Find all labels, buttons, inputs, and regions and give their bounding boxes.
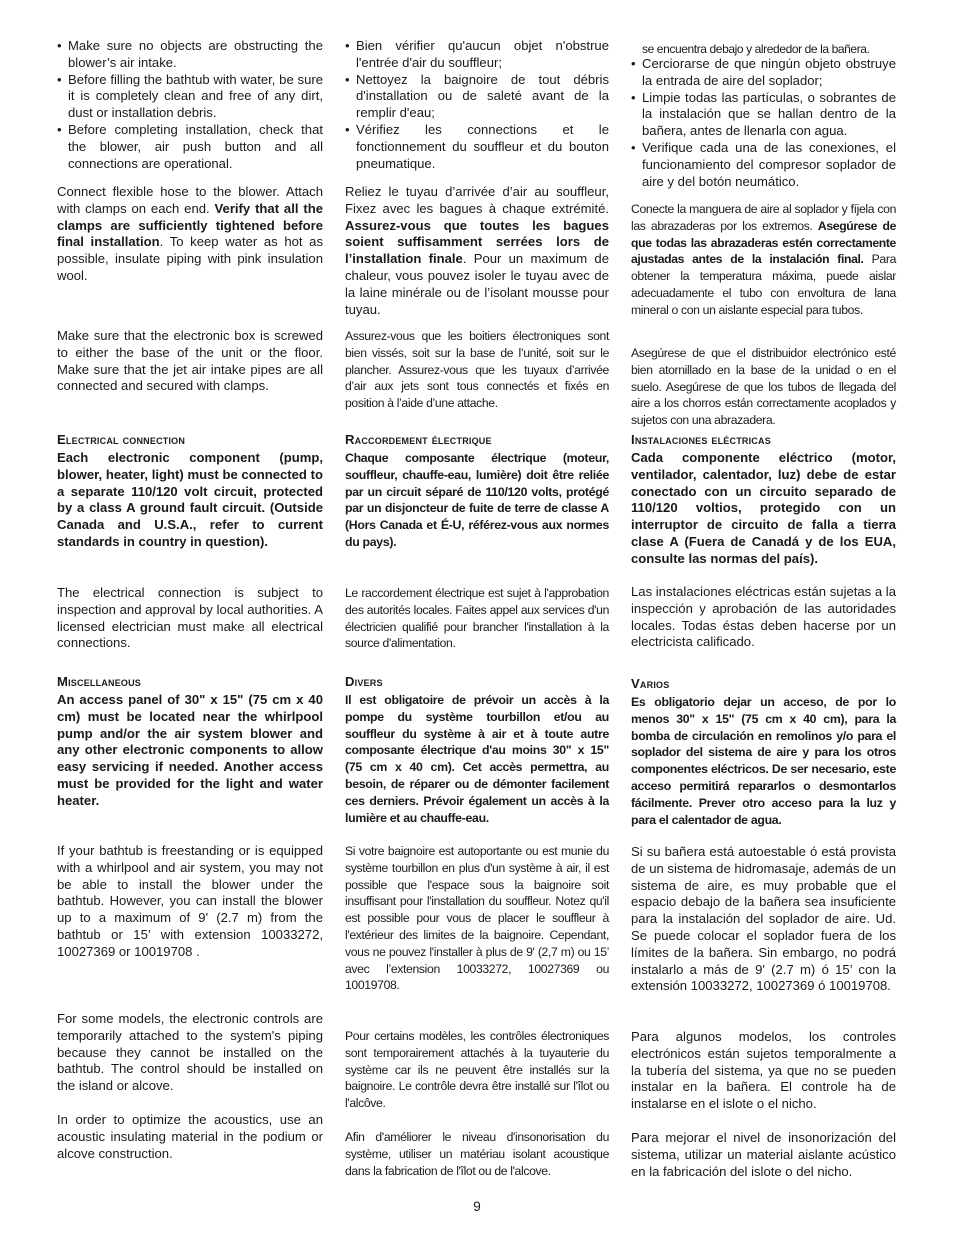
checklist-item: • Before filling the bathtub with water, be sure it is completely clean and free of any dirt, dust or installation debris. xyxy=(57,72,323,122)
checklist-item: • Cerciorarse de que ningún objeto obstruye la entrada de aire del soplador; xyxy=(631,56,896,90)
acoustics-paragraph: Para mejorar el nivel de insonorización del sistema, utilizar un material aislante acústico en la fabricación del islote o del nicho. xyxy=(631,1130,896,1179)
controls-paragraph: For some models, the electronic controls are temporarily attached to the system's piping because they cannot be installed on the bathtub. The control should be installed on the island or alcove. xyxy=(57,1011,323,1094)
checklist-item: • Verifique cada una de las conexiones, el funcionamiento del compresor soplador de aire y del botón neumático. xyxy=(631,140,896,190)
acoustics-paragraph: Afin d'améliorer le niveau d'insonorisation du système, utiliser un matériau isolant acoustique dans la fabrication de l'îlot ou de l'alcove. xyxy=(345,1130,609,1178)
electrical-warning: Chaque composante électrique (moteur, souffleur, chauffe-eau, lumière) doit être reliée par un circuit séparé de 110/120 volts, protégé par un disjoncteur de fuite de terre de classe A (Hors Canada et É-U, référez-vous aux normes du pays). xyxy=(345,451,609,549)
electrical-heading: Electrical connection xyxy=(57,432,186,447)
hose-paragraph: Conecte la manguera de aire al soplador y fíjela con las abrazaderas por los extremos. Asegúrese de que todas las abrazaderas estén correctamente ajustadas antes de la instalación final. Para obtener la temperatura máxima, puede aislar adecuadamente el tubo con envoltura de lana mineral o con un aislante especial para tubos. xyxy=(631,202,897,317)
hose-paragraph: Reliez le tuyau d’arrivée d’air au souffleur, Fixez avec les bagues à chaque extrémité. Assurez-vous que toutes les bagues soient suffisamment serrées lors de l’installation finale. Pour un maximum de chaleur, vous pouvez isoler le tuyau avec de la laine minérale ou de l’isolant mousse pour tuyau. xyxy=(345,184,609,317)
continued-line: se encuentra debajo y alrededor de la bañera. xyxy=(642,42,870,56)
checklist-item: • Vérifiez les connections et le fonctionnement du souffleur et du bouton pneumatique. xyxy=(345,122,609,172)
checklist xyxy=(631,56,896,190)
checklist-item: • Bien vérifier qu'aucun objet n'obstrue l'entrée d'air du souffleur; xyxy=(345,38,609,72)
electronic-box-paragraph: Make sure that the electronic box is screwed to either the base of the unit or the floor. Make sure that the jet air intake pipes are all connected and secured with clamps. xyxy=(57,328,323,394)
checklist-item: • Limpie todas las partículas, o sobrantes de la instalación que se hallan dentro de la bañera, antes de llenarla con agua. xyxy=(631,90,896,140)
freestanding-paragraph: If your bathtub is freestanding or is equipped with a whirlpool and air system, you may not be able to install the blower under the bathtub. However, you can install the blower up to a maximum of 9' (2.7 m) from the bathtub or 15’ with extension 10033272, 10027369 or 10019708 . xyxy=(57,843,323,959)
access-warning: Il est obligatoire de prévoir un accès à la pompe du système tourbillon et/ou au souffleur du système à air et à toute autre composante électrique d'au moins 30" x 15" (75 cm x 40 cm). Cet accès permettra, au besoin, de réparer ou de démonter facilement ces derniers. Prévoir également un accès à la lumière et au chauffe-eau. xyxy=(345,693,609,825)
controls-paragraph: Pour certains modèles, les contrôles électroniques sont temporairement attachés à la tuyauterie du système car ils ne peuvent être installés sur la baignoire. Le contrôle devra être installé sur l'îlot ou l'alcôve. xyxy=(345,1029,609,1111)
controls-paragraph: Para algunos modelos, los controles electrónicos están sujetos temporalmente a la tubería del sistema, ya que no se pueden instalar en la bañera. El controle ha de instalarse en el islote o el nicho. xyxy=(631,1029,896,1112)
checklist xyxy=(345,38,609,172)
varios-heading: Varios xyxy=(631,676,670,691)
access-warning: An access panel of 30" x 15" (75 cm x 40 cm) must be located near the whirlpool pump and/or the air system blower and any other electronic components to allow easy servicing if needed. Another access must be provided for the light and water heater. xyxy=(57,692,323,808)
access-warning: Es obligatorio dejar un acceso, de por lo menos 30" x 15" (75 cm x 40 cm), para la bomba de circulación en remolinos y/o para el soplador del sistema de aire y para los otros componentes eléctricos. De ser necesario, este acceso permitirá repararlos o desmontarlos fácilmente. Prever otro acceso para la luz y para el calentador de agua. xyxy=(631,695,896,827)
divers-heading: Divers xyxy=(345,674,383,689)
electrical-warning: Each electronic component (pump, blower, heater, light) must be connected to a separate 110/120 volt circuit, protected by a class A ground fault circuit. (Outside Canada and U.S.A., refer to current standards in country in question). xyxy=(57,450,323,549)
electrical-warning: Cada componente eléctrico (motor, ventilador, calentador, luz) debe de estar conectado con un circuito separado de 110/120 voltios, protegido con un interruptor de circuito de falla a tierra clase A (Fuera de Canadá y de los EUA, consulte las normas del país). xyxy=(631,450,896,566)
miscellaneous-heading: Miscellaneous xyxy=(57,674,142,689)
acoustics-paragraph: In order to optimize the acoustics, use an acoustic insulating material in the podium or alcove construction. xyxy=(57,1112,323,1161)
electrical-text: Las instalaciones eléctricas están sujetas a la inspección y aprobación de las autoridades locales. Todas éstas deben hacerse por un electricista calificado. xyxy=(631,584,896,650)
electronic-box-paragraph: Assurez-vous que les boitiers électroniques sont bien vissés, soit sur la base de l’unité, soit sur le plancher. Assurez-vous que les tuyaux d’arrivée d’air aux jets sont tous connectés et fixés en position à l’aide d’une attache. xyxy=(345,329,609,411)
page-number: 9 xyxy=(473,1199,481,1214)
checklist-item: • Before completing installation, check that the blower, air push button and all connections are operational. xyxy=(57,122,323,172)
checklist-item: • Make sure no objects are obstructing the blower’s air intake. xyxy=(57,38,323,72)
electrical-heading: Instalaciones eléctricas xyxy=(631,432,771,447)
checklist xyxy=(57,38,323,172)
electrical-heading: Raccordement électrique xyxy=(345,432,492,447)
freestanding-paragraph: Si su bañera está autoestable ó está provista de un sistema de hidromasaje, además de un sistema de aire, es muy probable que el espacio debajo de la bañera sea insuficiente para la instalación del soplador de aire. Ud. Se puede colocar el soplador fuera de los límites de la bañera. Sin embargo, no podrá instalarlo a más de 9' (2.7 m) ó 15’ con la extensión 10033272, 10027369 ó 10019708. xyxy=(631,844,896,994)
electronic-box-paragraph: Asegúrese de que el distribuidor electrónico esté bien atornillado en la base de la unidad o en el suelo. Asegúrese de que los tubos de llegada del aire a los chorros están correctamente acoplados y sujetos con una abrazadera. xyxy=(631,346,896,428)
freestanding-paragraph: Si votre baignoire est autoportante ou est munie du système tourbillon en plus d'un système à air, il est possible que l'espace sous la baignoire soit insuffisant pour l'installation du souffleur. Notez qu'il est possible pour vous de placer le souffleur à l'extérieur des limites de la baignoire. Cependant, vous ne pouvez l'installer à plus de 9' (2,7 m) ou 15’ avec l’extension 10033272, 10027369 ou 10019708. xyxy=(345,844,609,993)
checklist-item: • Nettoyez la baignoire de tout débris d'installation ou de saleté avant de la remplir d'eau; xyxy=(345,72,609,122)
hose-paragraph: Connect flexible hose to the blower. Attach with clamps on each end. Verify that all the clamps are sufficiently tightened before final installation. To keep water as hot as possible, insulate piping with pink insulation wool. xyxy=(57,184,323,283)
electrical-text: Le raccordement électrique est sujet à l'approbation des autorités locales. Faites appel aux services d'un électricien qualifié pour brancher l'installation à la source d'alimentation. xyxy=(345,586,609,651)
electrical-text: The electrical connection is subject to inspection and approval by local authorities. A licensed electrician must make all electrical connections. xyxy=(57,585,323,651)
